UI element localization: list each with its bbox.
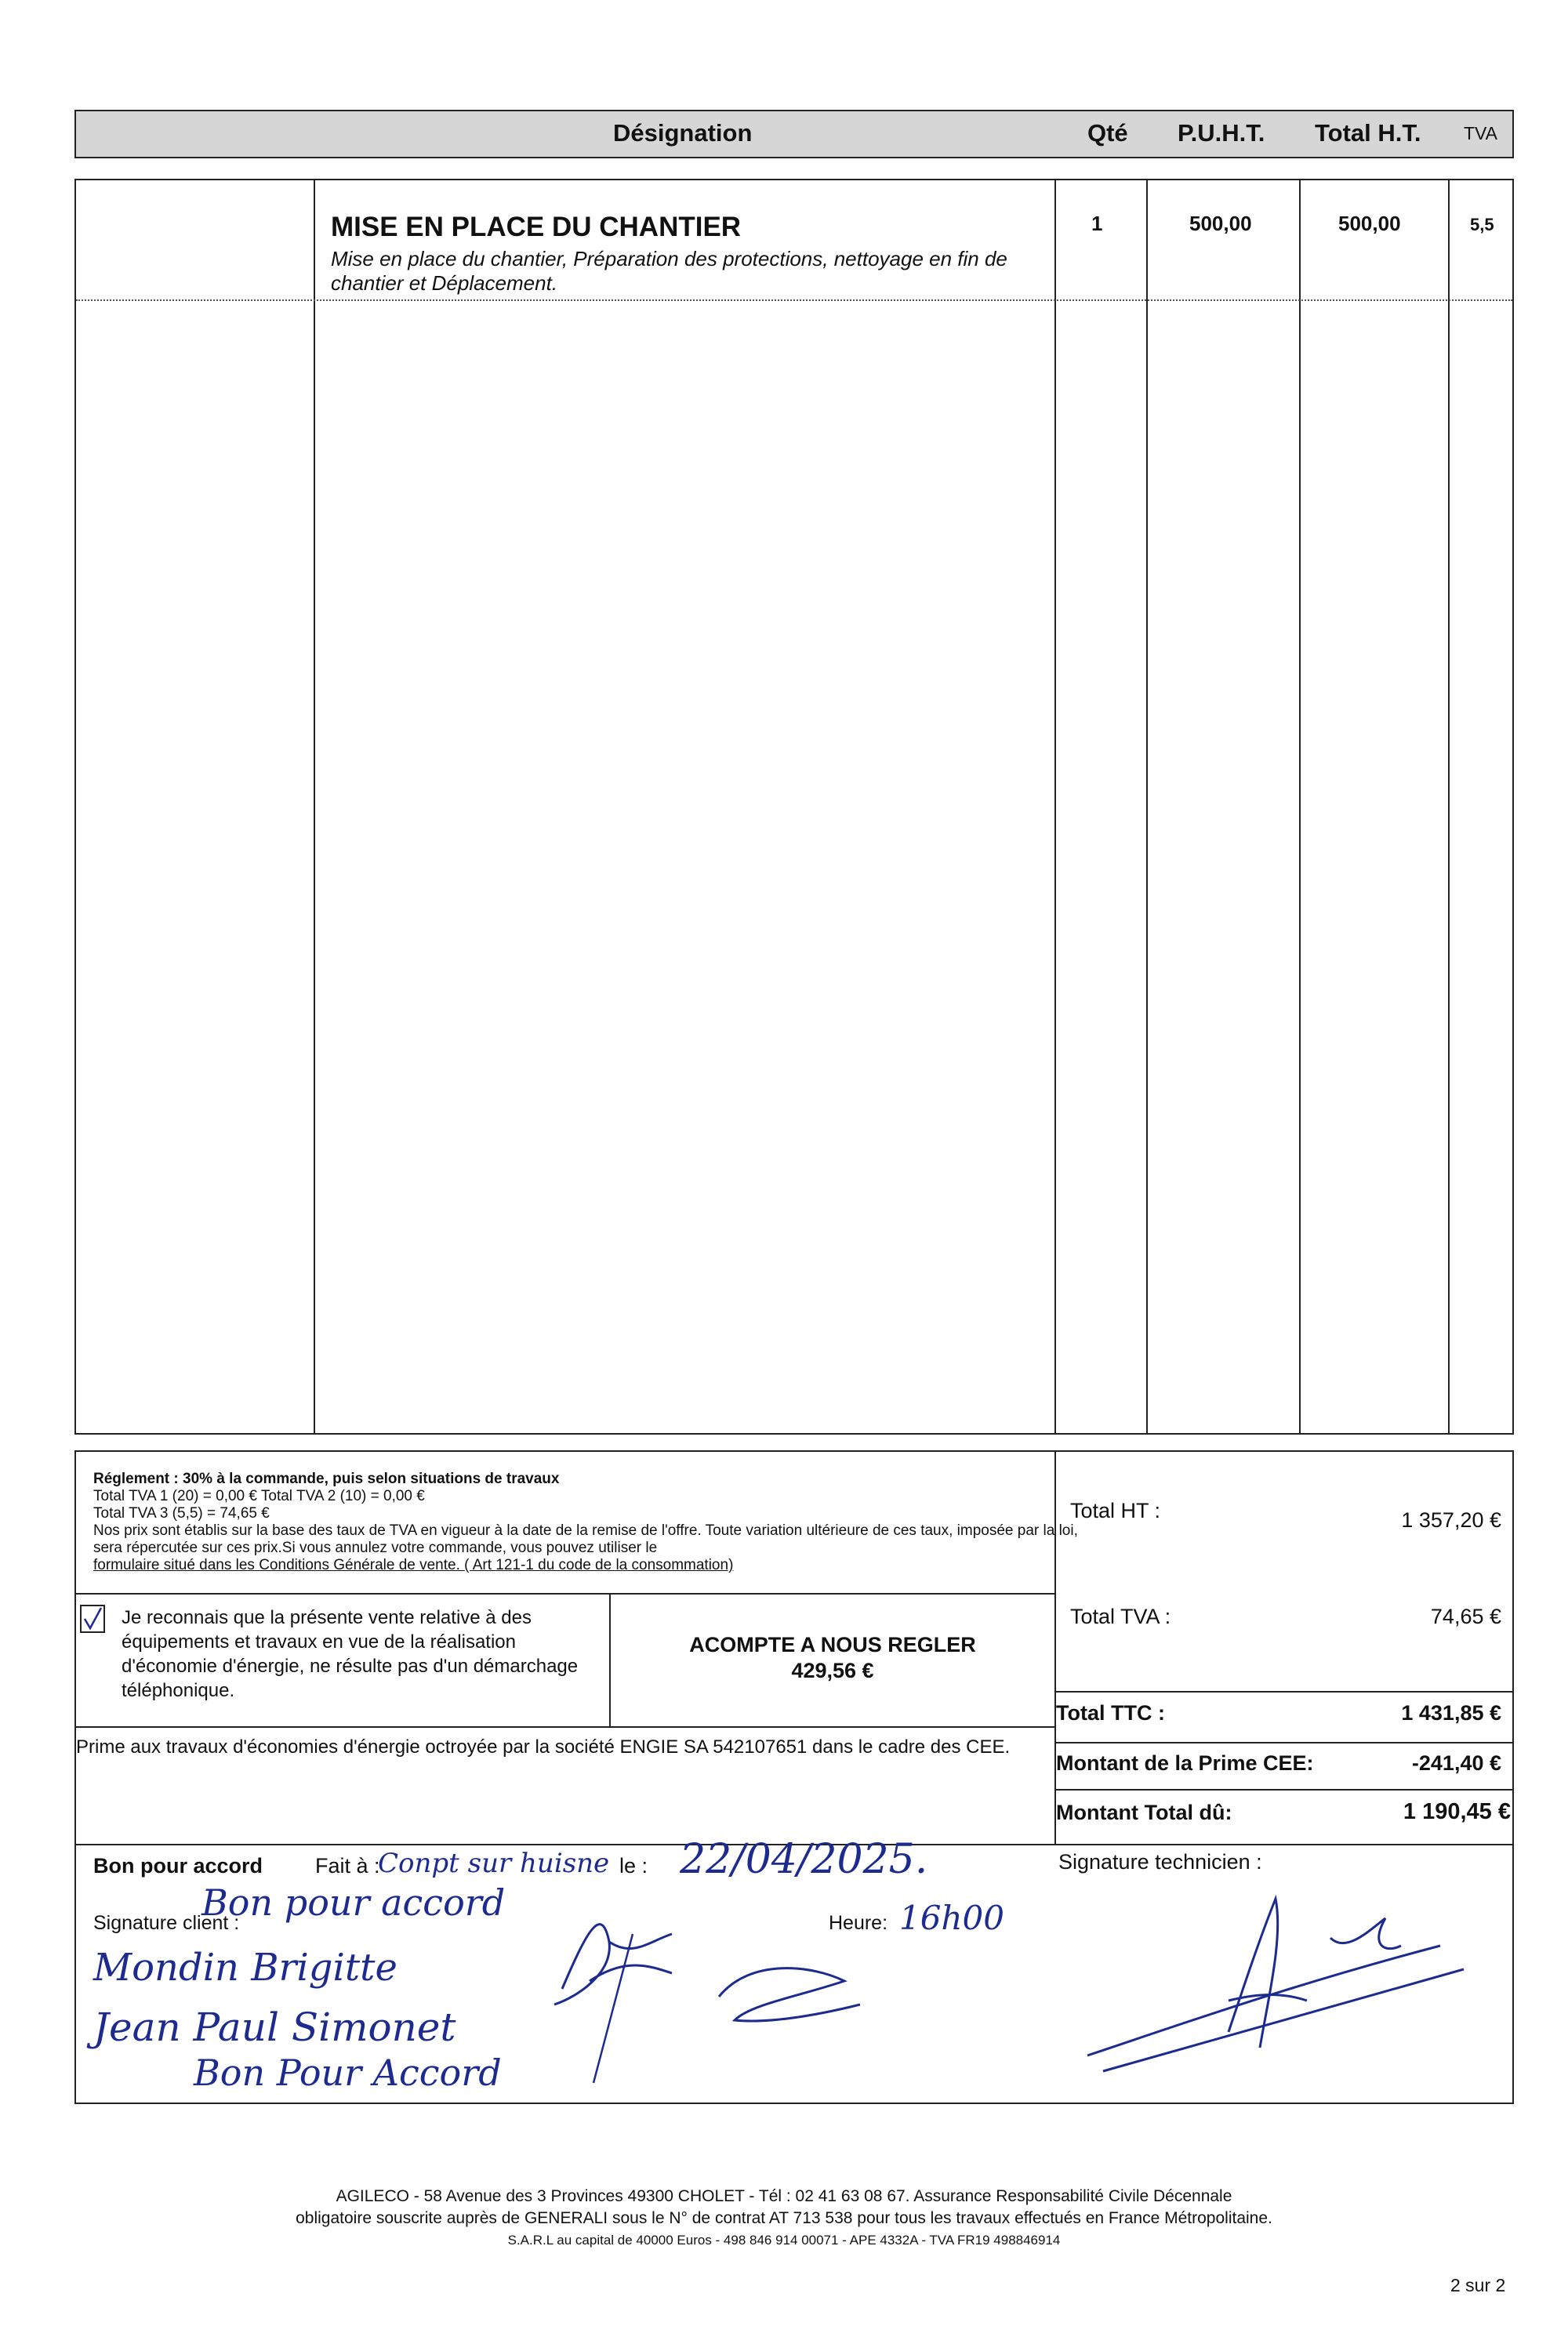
heure-handwritten: 16h00 (899, 1899, 1004, 1937)
reglement-line: Total TVA 3 (5,5) = 74,65 € (93, 1505, 270, 1522)
reglement-line: formulaire situé dans les Conditions Générale de vente. ( Art 121-1 du code de la consommation) (93, 1557, 734, 1573)
header-qte: Qté (1087, 119, 1128, 147)
row-separator (76, 299, 1512, 301)
fait-a-handwritten: Conpt sur huisne (378, 1848, 610, 1879)
reglement-line: Total TVA 1 (20) = 0,00 € Total TVA 2 (10) = 0,00 € (93, 1488, 425, 1504)
header-total-ht: Total H.T. (1315, 119, 1421, 147)
total-ht-label: Total HT : (1070, 1499, 1161, 1522)
total-tva-value: 74,65 € (1430, 1605, 1501, 1628)
handwritten-bon-pour-accord-2: Bon Pour Accord (194, 2052, 502, 2094)
column-divider (1448, 180, 1450, 1433)
handwritten-client-name-1: Mondin Brigitte (93, 1946, 397, 1990)
check-icon (82, 1606, 103, 1631)
heure-label: Heure: (829, 1912, 888, 1934)
fait-a-label: Fait à : (315, 1854, 380, 1878)
item-puht: 500,00 (1189, 212, 1252, 235)
le-label: le : (619, 1854, 648, 1878)
total-ttc-value: 1 431,85 € (1401, 1701, 1501, 1725)
consent-checkbox[interactable] (80, 1605, 105, 1633)
header-tva: TVA (1464, 123, 1498, 143)
column-divider (314, 180, 315, 1433)
technician-signature-drawing (1072, 1875, 1495, 2087)
company-footer-line3: S.A.R.L au capital de 40000 Euros - 498 846 914 00071 - APE 4332A - TVA FR19 498846914 (507, 2233, 1061, 2248)
divider (609, 1593, 611, 1726)
column-divider (1299, 180, 1301, 1433)
acompte-block (613, 1632, 1052, 1684)
prime-cee-label: Montant de la Prime CEE: (1056, 1751, 1314, 1775)
divider (1054, 1789, 1512, 1791)
company-footer-line1: AGILECO - 58 Avenue des 3 Provinces 49300 CHOLET - Tél : 02 41 63 08 67. Assurance Responsabilité Civile Décennale (336, 2187, 1232, 2205)
item-qte: 1 (1091, 212, 1103, 235)
total-du-value: 1 190,45 € (1403, 1799, 1511, 1824)
reglement-line: Réglement : 30% à la commande, puis selon situations de travaux (93, 1471, 560, 1487)
summary-box (74, 1450, 1514, 2104)
company-footer-line2: obligatoire souscrite auprès de GENERALI sous le N° de contrat AT 713 538 pour tous les travaux effectués en France Métropolitaine. (296, 2209, 1272, 2227)
page-number: 2 sur 2 (1450, 2275, 1506, 2295)
reglement-text (93, 1471, 1083, 1574)
client-signature-drawing (515, 1887, 907, 2091)
acompte-value: 429,56 € (791, 1659, 874, 1682)
divider (76, 1593, 1054, 1595)
signature-client-label: Signature client : (93, 1912, 240, 1934)
item-total-ht: 500,00 (1338, 212, 1401, 235)
acompte-label: ACOMPTE A NOUS REGLER (689, 1633, 976, 1656)
divider (1054, 1742, 1512, 1743)
item-title: MISE EN PLACE DU CHANTIER (331, 212, 742, 242)
header-designation: Désignation (613, 119, 753, 147)
table-header (74, 110, 1514, 158)
item-description: Mise en place du chantier, Préparation des protections, nettoyage en fin de chantier et Déplacement. (331, 247, 1007, 295)
column-divider (1054, 180, 1056, 1433)
total-ht-value: 1 357,20 € (1401, 1508, 1501, 1532)
signature-technicien-label: Signature technicien : (1058, 1850, 1262, 1874)
prime-cee-value: -241,40 € (1411, 1751, 1501, 1775)
column-divider (1146, 180, 1148, 1433)
prime-note: Prime aux travaux d'économies d'énergie octroyée par la société ENGIE SA 542107651 dans le cadre des CEE. (76, 1736, 1011, 1758)
handwritten-bon-pour-accord: Bon pour accord (201, 1881, 506, 1924)
item-tva: 5,5 (1470, 215, 1494, 234)
items-table (74, 179, 1514, 1435)
consent-text: Je reconnais que la présente vente relative à des équipements et travaux en vue de la réalisation d'économie d'énergie, ne résulte pas d'un démarchage téléphonique. (122, 1607, 579, 1701)
handwritten-client-name-2: Jean Paul Simonet (93, 2005, 456, 2050)
bon-pour-accord-label: Bon pour accord (93, 1854, 263, 1878)
reglement-line: Nos prix sont établis sur la base des taux de TVA en vigueur à la date de la remise de l'offre. Toute variation ultérieure de ces taux, imposée par la loi, sera répercutée sur ces prix.Si vous annulez votre commande, vous pouvez utiliser le (93, 1522, 1078, 1556)
total-du-label: Montant Total dû: (1056, 1801, 1232, 1824)
divider (1054, 1691, 1512, 1693)
divider (76, 1726, 1054, 1728)
date-handwritten: 22/04/2025. (680, 1836, 928, 1883)
total-tva-label: Total TVA : (1070, 1605, 1171, 1628)
total-ttc-label: Total TTC : (1056, 1701, 1165, 1725)
header-puht: P.U.H.T. (1178, 119, 1265, 147)
